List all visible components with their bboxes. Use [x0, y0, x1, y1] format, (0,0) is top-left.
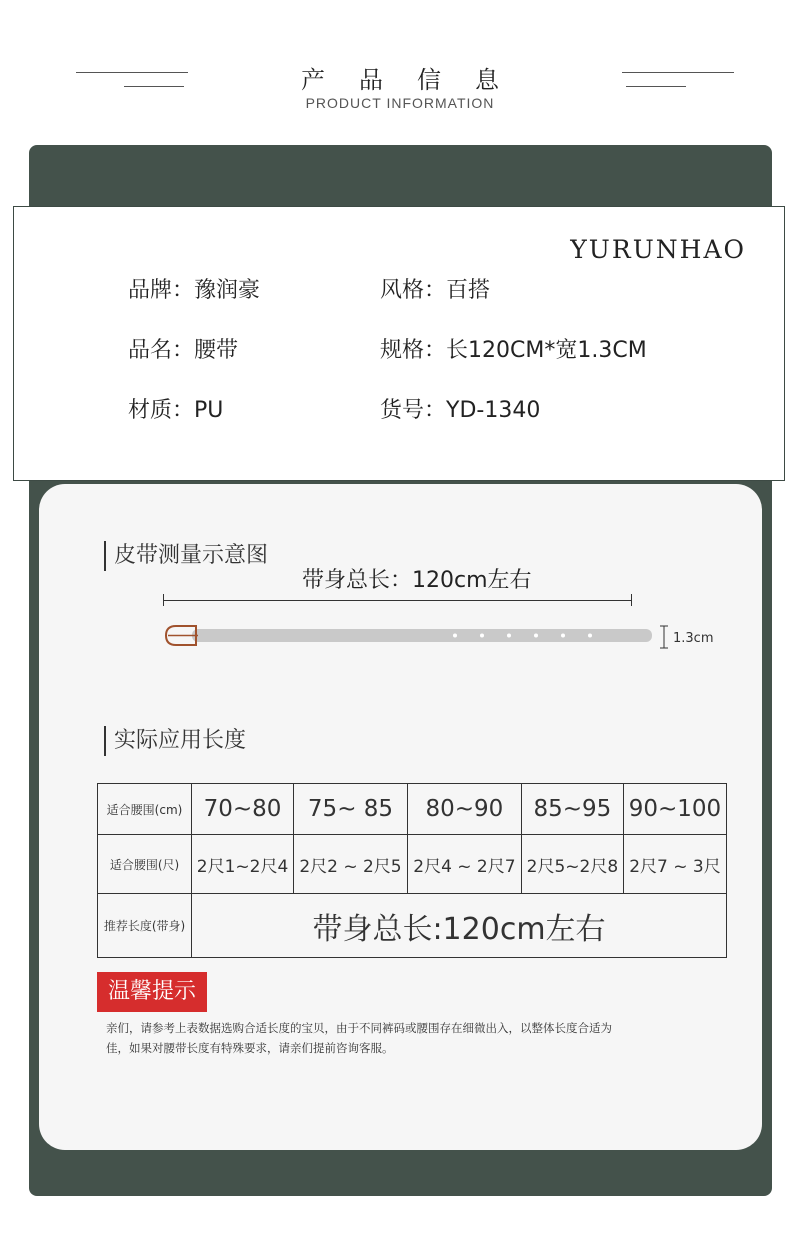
table-cell: 2尺1~2尺4	[192, 835, 294, 894]
info-label: 规格：	[380, 338, 447, 363]
table-row	[98, 894, 727, 958]
table-cell: 75~ 85	[294, 784, 408, 835]
info-label: 品名：	[128, 338, 195, 363]
tip-badge: 温馨提示	[97, 972, 207, 1012]
usage-heading: 实际应用长度	[104, 726, 246, 756]
belt-width-label: 1.3cm	[673, 631, 714, 646]
belt-hole	[534, 634, 538, 638]
info-label: 品牌：	[128, 278, 195, 303]
length-tick-right	[631, 594, 632, 606]
info-value: 腰带	[194, 338, 239, 363]
measure-heading: 皮带测量示意图	[104, 541, 268, 571]
table-merged-cell: 带身总长:120cm左右	[192, 894, 727, 958]
info-label: 材质：	[128, 398, 195, 423]
belt-strap	[192, 629, 652, 642]
info-value: PU	[194, 398, 224, 423]
belt-hole	[561, 634, 565, 638]
info-style	[380, 273, 490, 304]
table-cell: 85~95	[521, 784, 623, 835]
info-value: 豫润豪	[194, 278, 261, 303]
length-tick-left	[163, 594, 164, 606]
table-row-head: 适合腰围(尺)	[98, 835, 192, 894]
belt-diagram	[162, 620, 672, 660]
table-row	[98, 835, 727, 894]
tip-note	[106, 1018, 666, 1058]
info-value: YD-1340	[446, 398, 541, 423]
tip-note-line: 亲们，请参考上表数据选购合适长度的宝贝，由于不同裤码或腰围存在细微出入，以整体长度合适为	[106, 1021, 612, 1035]
page-title: 产品信息	[301, 66, 533, 94]
total-length-label: 带身总长：120cm左右	[302, 568, 532, 593]
belt-hole	[453, 634, 457, 638]
info-label: 货号：	[380, 398, 447, 423]
info-value: 百搭	[446, 278, 491, 303]
table-cell: 2尺5~2尺8	[521, 835, 623, 894]
belt-hole	[480, 634, 484, 638]
info-value: 长120CM*宽1.3CM	[446, 338, 647, 363]
info-spec	[380, 333, 647, 364]
length-dimension-line	[163, 600, 631, 601]
table-cell: 70~80	[192, 784, 294, 835]
table-row-head: 适合腰围(cm)	[98, 784, 192, 835]
brand-logo: YURUNHAO	[570, 235, 746, 264]
table-cell: 2尺7 ~ 3尺	[623, 835, 726, 894]
info-item-no	[380, 393, 540, 424]
table-row	[98, 784, 727, 835]
info-label: 风格：	[380, 278, 447, 303]
tip-note-line: 佳，如果对腰带长度有特殊要求，请亲们提前咨询客服。	[106, 1041, 394, 1055]
table-cell: 2尺2 ~ 2尺5	[294, 835, 408, 894]
product-info-card	[13, 206, 785, 481]
page-subtitle: PRODUCT INFORMATION	[305, 95, 495, 111]
table-cell: 80~90	[407, 784, 521, 835]
belt-hole	[507, 634, 511, 638]
table-cell: 90~100	[623, 784, 726, 835]
info-brand	[128, 273, 260, 304]
info-name	[128, 333, 238, 364]
info-material	[128, 393, 223, 424]
table-cell: 2尺4 ~ 2尺7	[407, 835, 521, 894]
belt-hole	[588, 634, 592, 638]
size-table	[97, 783, 727, 958]
table-row-head: 推荐长度(带身)	[98, 894, 192, 958]
